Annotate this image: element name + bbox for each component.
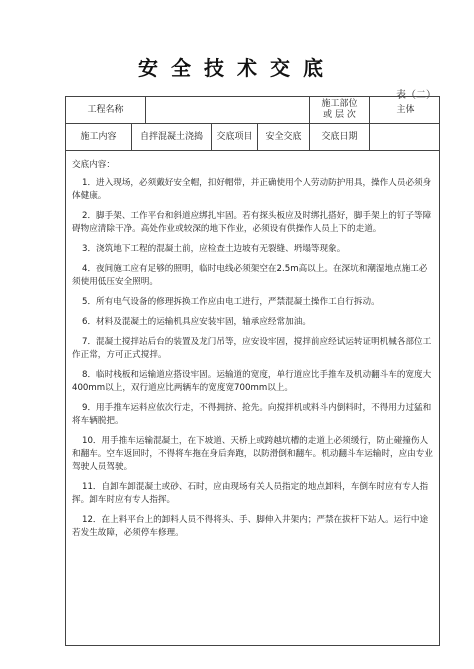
disclosure-item-label: 交底项目 <box>212 124 258 150</box>
work-content-label: 施工内容 <box>66 124 132 150</box>
content-paragraph: 4．夜间施工应有足够的照明，临时电线必须架空在2.5m高以上。在深坑和潮湿地点施工必须使用低压安全照明。 <box>72 264 428 287</box>
content-paragraph: 5．所有电气设备的修理拆换工作应由电工进行，严禁混凝土操作工自行拆动。 <box>82 297 380 307</box>
content-intro: 交底内容： <box>72 160 115 170</box>
content-paragraph: 9．用手推车运料应依次行走，不得拥挤、抢先。向搅拌机或料斗内倒料时，不得用力过猛和将车辆脱把。 <box>72 403 432 426</box>
disclosure-content <box>72 159 433 547</box>
project-name-value <box>146 97 310 123</box>
location-label: 施工部位 或 层 次 <box>310 97 370 123</box>
content-paragraph: 11．自卸车卸混凝土或砂、石时，应由现场有关人员指定的地点卸料，车倒车时应有专人指挥。卸车时应有专人指挥。 <box>72 482 429 505</box>
project-name-label: 工程名称 <box>66 97 146 123</box>
content-paragraph: 3．浇筑地下工程的混凝土前，应检查土边坡有无裂缝、坍塌等现象。 <box>82 244 346 254</box>
content-paragraph: 1．进入现场，必须戴好安全帽，扣好帽带，并正确使用个人劳动防护用具，操作人员必须身体健康。 <box>72 178 432 201</box>
table-number: 表（二） <box>396 90 436 101</box>
disclosure-item-value: 安全交底 <box>258 124 310 150</box>
disclosure-date-label: 交底日期 <box>310 124 370 150</box>
content-paragraph: 8．临时栈板和运输道应搭设牢固。运输道的宽度，单行道应比手推车及机动翻斗车的宽度大400mm以上，双行道应比两辆车的宽度宽700mm以上。 <box>72 370 432 393</box>
header-row-1 <box>66 97 439 124</box>
content-paragraph: 6．材料及混凝土的运输机具应安装牢固，轴承应经常加油。 <box>82 317 311 327</box>
document-title: 安全技术交底 <box>138 56 336 80</box>
content-paragraph: 2．脚手架、工作平台和斜道应绑扎牢固。若有探头板应及时绑扎搭好，脚手架上的钉子等障碍物应清除干净。高处作业或较深的地下作业，必须设有供操作人员上下的走道。 <box>72 211 432 234</box>
location-value: 主体 <box>396 104 415 115</box>
content-paragraph: 10．用手推车运输混凝土，在下坡道、天桥上或跨越坑槽的走道上必须缓行，防止碰撞伤人和翻车。空车返回时，不得将车拖在身后奔跑，以防滑倒和翻车。机动翻斗车运输时，应由专业驾驶人员驾驶。 <box>72 436 433 472</box>
content-paragraph: 7．混凝土搅拌站后台的装置及龙门吊等，应安设牢固，搅拌前应经试运转证明机械各部位工作正常，方可正式搅拌。 <box>72 337 432 360</box>
content-paragraph: 12．在上料平台上的卸料人员不得将头、手、脚伸入井架内；严禁在拔杆下站人。运行中途若发生故障，必须停车修理。 <box>72 515 429 538</box>
header-row-2 <box>66 124 439 151</box>
work-content-value: 自拌混凝土浇捣 <box>132 124 212 150</box>
disclosure-form <box>65 96 440 646</box>
disclosure-date-value <box>370 124 441 150</box>
